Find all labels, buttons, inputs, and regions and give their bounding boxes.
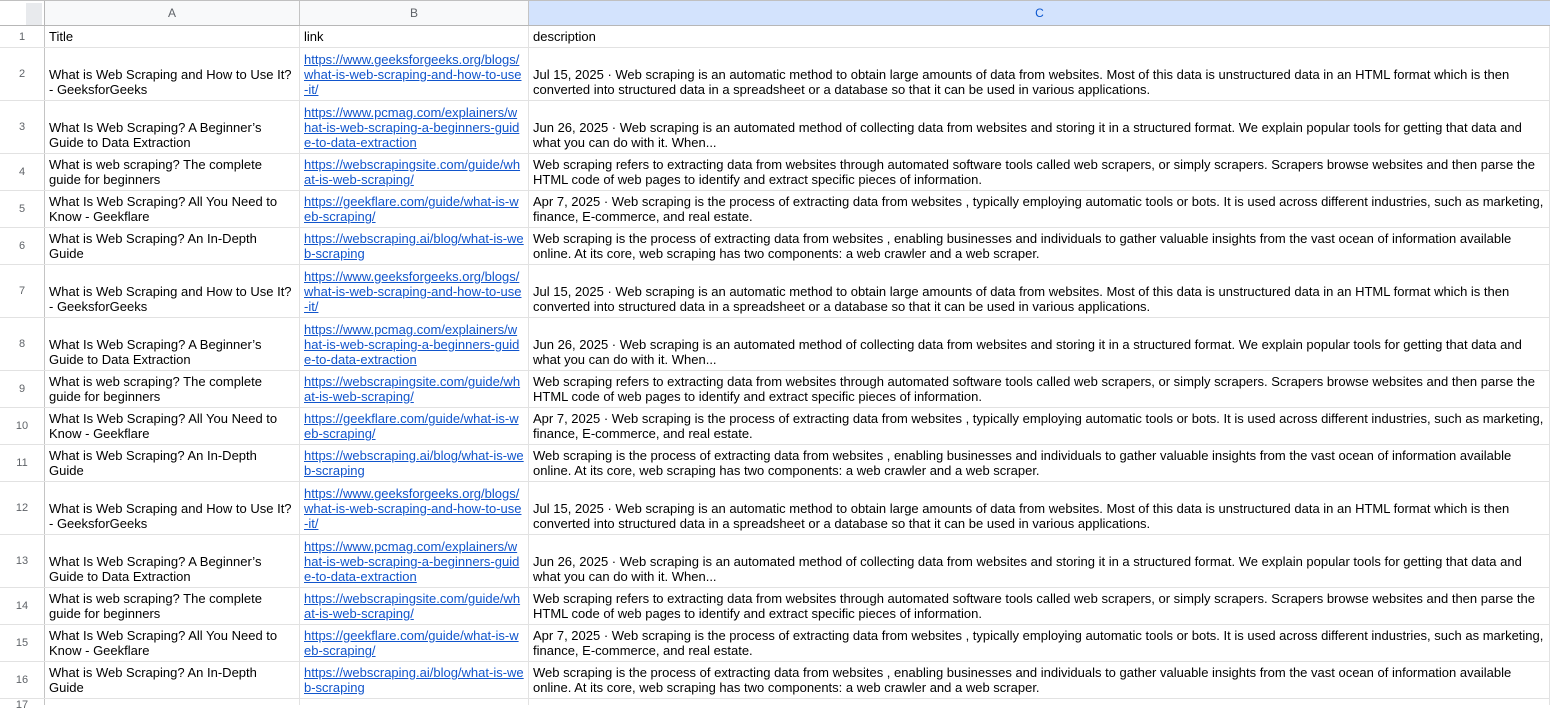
description-cell[interactable] — [529, 625, 1550, 661]
description-text: Web scraping is the process of extracting data from websites , enabling businesses and individuals to gather valuable insights from the vast ocean of information available online. At its core, web scraping has two components: a web crawler and a web scraper. — [533, 665, 1512, 695]
description-cell[interactable] — [529, 482, 1550, 534]
field-names-row — [0, 26, 1550, 48]
row-number[interactable]: 7 — [0, 265, 45, 317]
link-cell[interactable] — [300, 482, 529, 534]
table-row — [0, 265, 1550, 318]
link[interactable]: https://webscrapingsite.com/guide/what-is-web-scraping/ — [304, 591, 521, 621]
link[interactable]: https://www.pcmag.com/explainers/what-is-web-scraping-a-beginners-guide-to-data-extraction — [304, 539, 520, 584]
table-row — [0, 588, 1550, 625]
link-cell[interactable] — [300, 318, 529, 370]
row-number[interactable]: 13 — [0, 535, 45, 587]
description-text: Apr 7, 2025 · Web scraping is the process of extracting data from websites , typically employing automatic tools or bots. It is used across different industries, such as marketing, finance, E-commerce, and real estate. — [533, 628, 1544, 658]
row-number[interactable]: 2 — [0, 48, 45, 100]
link-cell[interactable] — [300, 101, 529, 153]
title-text: What Is Web Scraping? All You Need to Know - Geekflare — [49, 411, 278, 441]
link-cell[interactable] — [300, 588, 529, 624]
title-text: What is web scraping? The complete guide for beginners — [49, 591, 262, 621]
table-row — [0, 445, 1550, 482]
link-header-cell[interactable] — [300, 26, 529, 47]
column-header-row — [0, 1, 1550, 26]
link[interactable]: https://www.pcmag.com/explainers/what-is-web-scraping-a-beginners-guide-to-data-extraction — [304, 322, 520, 367]
title-text: What Is Web Scraping? A Beginner’s Guide to Data Extraction — [49, 120, 262, 150]
link[interactable]: https://www.geeksforgeeks.org/blogs/what-is-web-scraping-and-how-to-use-it/ — [304, 52, 522, 97]
description-text: Apr 7, 2025 · Web scraping is the process of extracting data from websites , typically employing automatic tools or bots. It is used across different industries, such as marketing, finance, E-commerce, and real estate. — [533, 194, 1544, 224]
description-cell[interactable] — [529, 535, 1550, 587]
title-text: What is Web Scraping and How to Use It? - GeeksforGeeks — [49, 67, 292, 97]
row-number[interactable]: 3 — [0, 101, 45, 153]
link[interactable]: https://webscraping.ai/blog/what-is-web-scraping — [304, 448, 524, 478]
row-number[interactable]: 16 — [0, 662, 45, 698]
row-number[interactable]: 4 — [0, 154, 45, 190]
link-cell[interactable] — [300, 535, 529, 587]
row-number[interactable]: 17 — [0, 699, 45, 705]
column-header-b[interactable]: B — [300, 1, 529, 25]
description-cell[interactable] — [529, 662, 1550, 698]
title-text: What Is Web Scraping? All You Need to Know - Geekflare — [49, 628, 278, 658]
column-header-c[interactable]: C — [529, 1, 1550, 25]
title-cell[interactable] — [45, 265, 300, 317]
table-row — [0, 318, 1550, 371]
link-header-text: link — [304, 29, 324, 44]
description-cell[interactable] — [529, 699, 1550, 705]
title-cell[interactable] — [45, 154, 300, 190]
description-text: Jul 15, 2025 · Web scraping is an automatic method to obtain large amounts of data from websites. Most of this data is unstructured data in an HTML format which is then converted into structured data in a spreadsheet or a database so that it can be used in various applications. — [533, 67, 1510, 97]
table-row — [0, 191, 1550, 228]
table-row — [0, 625, 1550, 662]
description-text: Web scraping is the process of extracting data from websites , enabling businesses and individuals to gather valuable insights from the vast ocean of information available online. At its core, web scraping has two components: a web crawler and a web scraper. — [533, 231, 1512, 261]
link-cell[interactable] — [300, 662, 529, 698]
link[interactable]: https://webscrapingsite.com/guide/what-is-web-scraping/ — [304, 374, 521, 404]
description-cell[interactable] — [529, 408, 1550, 444]
title-cell[interactable] — [45, 191, 300, 227]
description-text: Apr 7, 2025 · Web scraping is the process of extracting data from websites , typically employing automatic tools or bots. It is used across different industries, such as marketing, finance, E-commerce, and real estate. — [533, 411, 1544, 441]
table-row — [0, 154, 1550, 191]
description-cell[interactable] — [529, 48, 1550, 100]
title-header-cell[interactable] — [45, 26, 300, 47]
title-cell[interactable] — [45, 48, 300, 100]
description-cell[interactable] — [529, 445, 1550, 481]
title-cell[interactable] — [45, 371, 300, 407]
link[interactable]: https://webscraping.ai/blog/what-is-web-scraping — [304, 665, 524, 695]
select-all-corner[interactable] — [0, 1, 45, 25]
table-row — [0, 408, 1550, 445]
description-text: Web scraping refers to extracting data from websites through automated software tools called web scrapers, or simply scrapers. Scrapers browse websites and then parse the HTML code of web pages to identify and extract specific pieces of information. — [533, 591, 1535, 621]
link-cell[interactable] — [300, 154, 529, 190]
description-text: Jul 15, 2025 · Web scraping is an automatic method to obtain large amounts of data from websites. Most of this data is unstructured data in an HTML format which is then converted into structured data in a spreadsheet or a database so that it can be used in various applications. — [533, 284, 1510, 314]
description-text: Jun 26, 2025 · Web scraping is an automated method of collecting data from websites and storing it in a structured format. We explain popular tools for getting that data and what you can do with it. When... — [533, 120, 1522, 150]
row-number[interactable]: 6 — [0, 228, 45, 264]
description-text: Jun 26, 2025 · Web scraping is an automated method of collecting data from websites and storing it in a structured format. We explain popular tools for getting that data and what you can do with it. When... — [533, 337, 1522, 367]
description-text: Jun 26, 2025 · Web scraping is an automated method of collecting data from websites and storing it in a structured format. We explain popular tools for getting that data and what you can do with it. When... — [533, 554, 1522, 584]
title-text: What is Web Scraping? An In-Depth Guide — [49, 665, 257, 695]
description-cell[interactable] — [529, 371, 1550, 407]
column-header-a[interactable]: A — [45, 1, 300, 25]
description-text: Jul 15, 2025 · Web scraping is an automatic method to obtain large amounts of data from websites. Most of this data is unstructured data in an HTML format which is then converted into structured data in a spreadsheet or a database so that it can be used in various applications. — [533, 501, 1510, 531]
link[interactable]: https://www.geeksforgeeks.org/blogs/what-is-web-scraping-and-how-to-use-it/ — [304, 486, 522, 531]
link-cell[interactable] — [300, 445, 529, 481]
description-cell[interactable] — [529, 265, 1550, 317]
title-cell[interactable] — [45, 318, 300, 370]
row-number[interactable]: 14 — [0, 588, 45, 624]
table-row — [0, 101, 1550, 154]
row-number[interactable]: 1 — [0, 26, 45, 47]
row-number[interactable]: 5 — [0, 191, 45, 227]
description-text: Web scraping refers to extracting data from websites through automated software tools called web scrapers, or simply scrapers. Scrapers browse websites and then parse the HTML code of web pages to identify and extract specific pieces of information. — [533, 157, 1535, 187]
link[interactable]: https://webscrapingsite.com/guide/what-is-web-scraping/ — [304, 157, 521, 187]
title-text: What is web scraping? The complete guide for beginners — [49, 374, 262, 404]
table-row — [0, 662, 1550, 699]
description-header-cell[interactable] — [529, 26, 1550, 47]
link-cell[interactable] — [300, 408, 529, 444]
title-text: What is Web Scraping and How to Use It? - GeeksforGeeks — [49, 501, 292, 531]
title-cell[interactable] — [45, 588, 300, 624]
link[interactable]: https://geekflare.com/guide/what-is-web-scraping/ — [304, 194, 519, 224]
description-text: Web scraping refers to extracting data from websites through automated software tools called web scrapers, or simply scrapers. Scrapers browse websites and then parse the HTML code of web pages to identify and extract specific pieces of information. — [533, 374, 1535, 404]
title-cell[interactable] — [45, 101, 300, 153]
title-text: What Is Web Scraping? All You Need to Know - Geekflare — [49, 194, 278, 224]
link-cell[interactable] — [300, 699, 529, 705]
title-text: What is Web Scraping and How to Use It? - GeeksforGeeks — [49, 284, 292, 314]
select-all-block — [26, 3, 42, 25]
link[interactable]: https://www.pcmag.com/explainers/what-is-web-scraping-a-beginners-guide-to-data-extraction — [304, 105, 520, 150]
partial-row — [0, 699, 1550, 711]
table-row — [0, 482, 1550, 535]
title-cell[interactable] — [45, 662, 300, 698]
description-cell[interactable] — [529, 318, 1550, 370]
link-cell[interactable] — [300, 191, 529, 227]
title-text: What Is Web Scraping? A Beginner’s Guide to Data Extraction — [49, 554, 262, 584]
link[interactable]: https://geekflare.com/guide/what-is-web-scraping/ — [304, 628, 519, 658]
table-row — [0, 535, 1550, 588]
row-number[interactable]: 8 — [0, 318, 45, 370]
title-text: What is Web Scraping? An In-Depth Guide — [49, 231, 257, 261]
title-text: What is web scraping? The complete guide for beginners — [49, 157, 262, 187]
title-text: What is Web Scraping? An In-Depth Guide — [49, 448, 257, 478]
title-header-text: Title — [49, 29, 74, 44]
link[interactable]: https://webscraping.ai/blog/what-is-web-scraping — [304, 231, 524, 261]
title-cell[interactable] — [45, 482, 300, 534]
table-row — [0, 371, 1550, 408]
title-cell[interactable] — [45, 445, 300, 481]
title-cell[interactable] — [45, 625, 300, 661]
title-cell[interactable] — [45, 408, 300, 444]
link-cell[interactable] — [300, 371, 529, 407]
description-cell[interactable] — [529, 191, 1550, 227]
title-text: What Is Web Scraping? A Beginner’s Guide to Data Extraction — [49, 337, 262, 367]
description-cell[interactable] — [529, 228, 1550, 264]
row-number[interactable]: 15 — [0, 625, 45, 661]
description-text: Web scraping is the process of extracting data from websites , enabling businesses and individuals to gather valuable insights from the vast ocean of information available online. At its core, web scraping has two components: a web crawler and a web scraper. — [533, 448, 1512, 478]
link[interactable]: https://geekflare.com/guide/what-is-web-scraping/ — [304, 411, 519, 441]
row-number[interactable]: 10 — [0, 408, 45, 444]
row-number[interactable]: 11 — [0, 445, 45, 481]
rows-body — [0, 48, 1550, 699]
link-cell[interactable] — [300, 228, 529, 264]
link[interactable]: https://www.geeksforgeeks.org/blogs/what-is-web-scraping-and-how-to-use-it/ — [304, 269, 522, 314]
link-cell[interactable] — [300, 48, 529, 100]
link-cell[interactable] — [300, 265, 529, 317]
title-cell[interactable] — [45, 535, 300, 587]
description-cell[interactable] — [529, 101, 1550, 153]
link-cell[interactable] — [300, 625, 529, 661]
description-cell[interactable] — [529, 154, 1550, 190]
description-cell[interactable] — [529, 588, 1550, 624]
table-row — [0, 228, 1550, 265]
table-row — [0, 48, 1550, 101]
title-cell[interactable] — [45, 228, 300, 264]
row-number[interactable]: 12 — [0, 482, 45, 534]
description-header-text: description — [533, 29, 596, 44]
title-cell[interactable] — [45, 699, 300, 705]
row-number[interactable]: 9 — [0, 371, 45, 407]
